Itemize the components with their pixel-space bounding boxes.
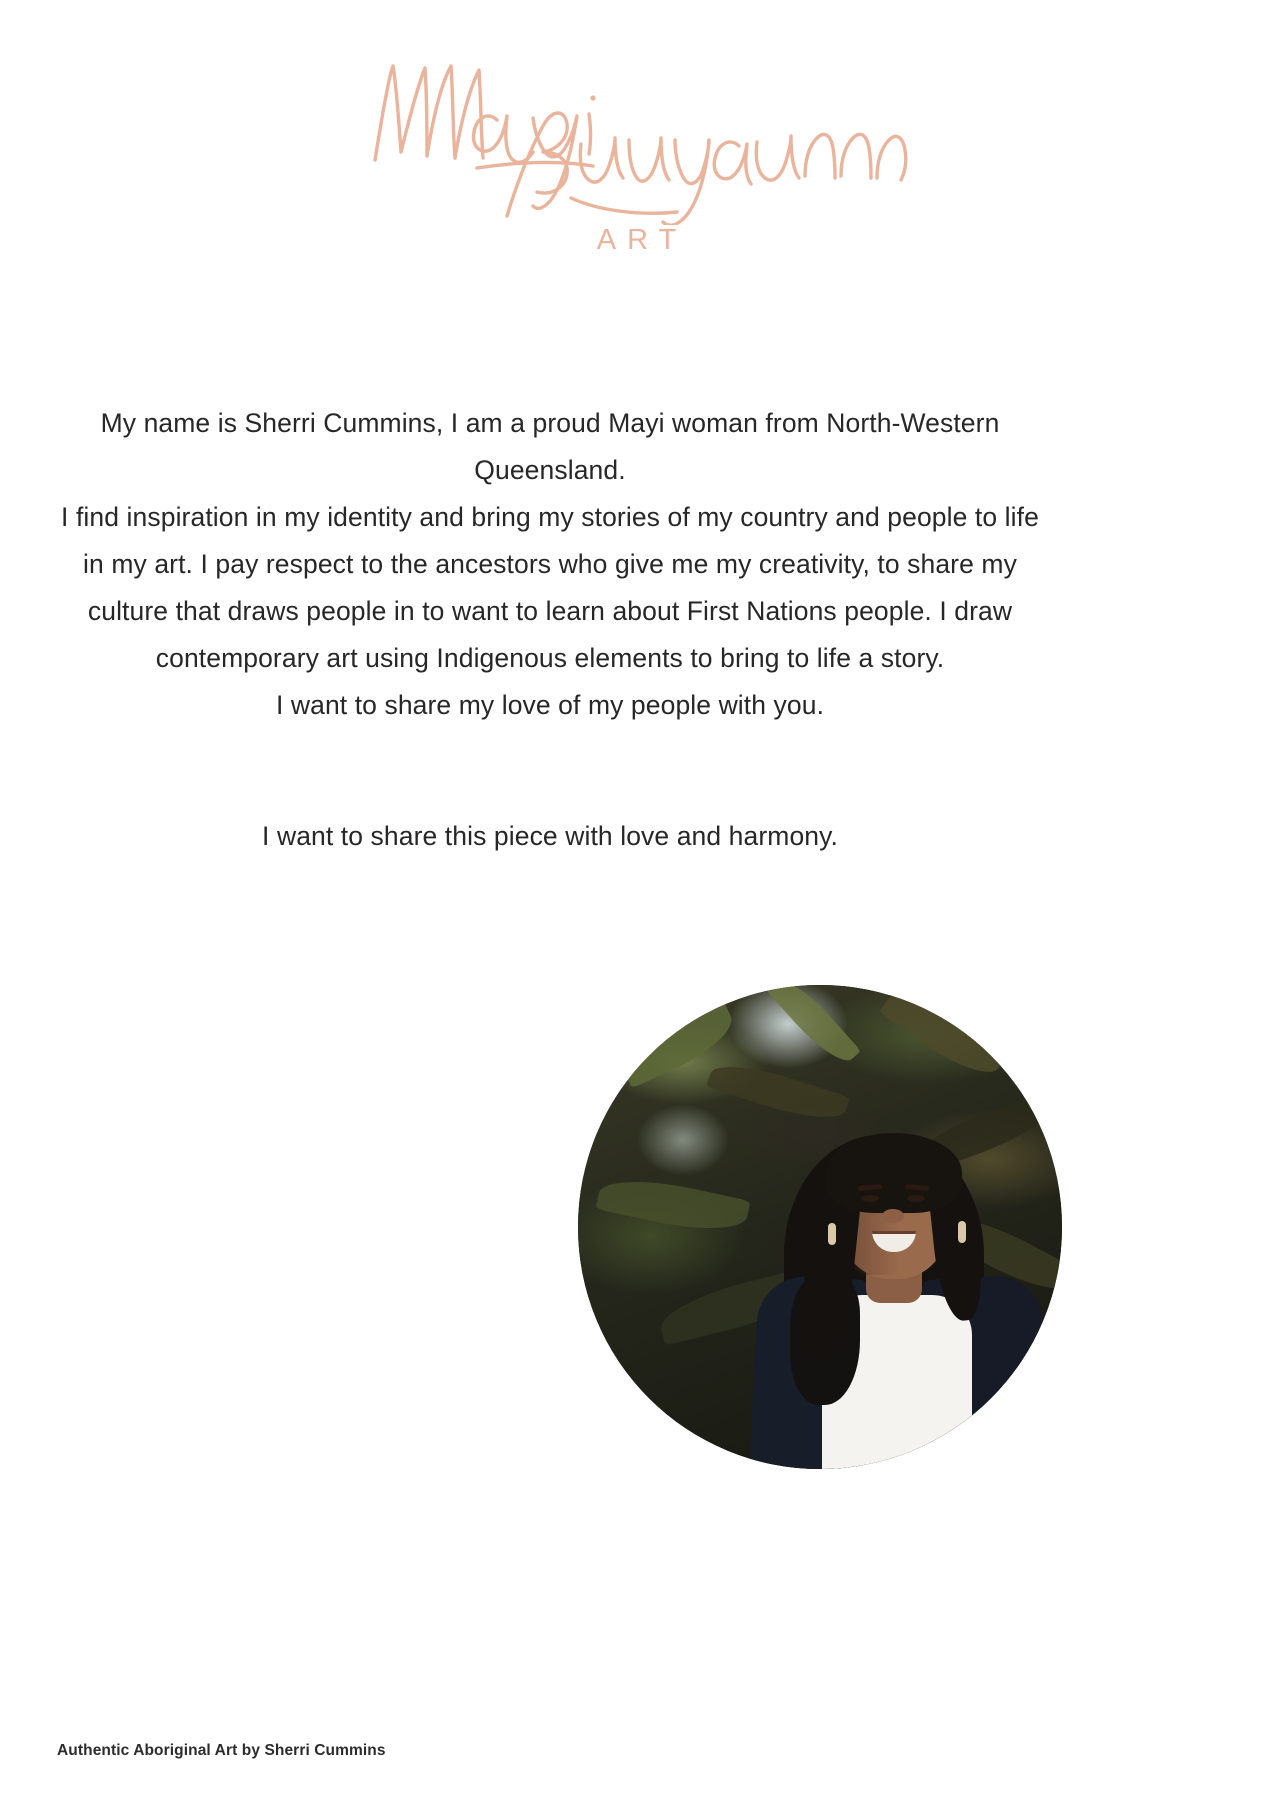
footer-credit: Authentic Aboriginal Art by Sherri Cummins: [57, 1742, 386, 1759]
eye-left: [861, 1195, 879, 1202]
brand-logo: [0, 40, 1273, 257]
earring-right: [958, 1221, 966, 1243]
hair-front: [826, 1133, 962, 1213]
brand-script-logo: [357, 40, 917, 225]
brand-logo-word: ART: [596, 224, 688, 256]
eye-right: [907, 1195, 925, 1202]
person-figure: [578, 985, 1062, 1469]
artist-statement: [50, 400, 1050, 860]
earring-left: [828, 1223, 836, 1245]
brand-script-logo-art: [357, 40, 917, 225]
statement-paragraph-4: I want to share this piece with love and harmony.: [262, 821, 838, 851]
portrait-scene: [578, 985, 1062, 1469]
statement-spacer: [50, 729, 1050, 813]
artist-portrait-photo: [578, 985, 1062, 1469]
statement-paragraph-3: I want to share my love of my people with you.: [275, 690, 825, 720]
nose: [882, 1209, 904, 1223]
statement-paragraph-1: My name is Sherri Cummins, I am a proud Mayi woman from North-Western Queensland.: [100, 408, 1000, 485]
statement-paragraph-2: I find inspiration in my identity and bring my stories of my country and people to life in my art. I pay respect to the ancestors who give me my creativity, to share my culture that draws people in to want to learn about First Nations people. I draw contemporary art using Indigenous elements to bring to life a story.: [61, 502, 1039, 673]
